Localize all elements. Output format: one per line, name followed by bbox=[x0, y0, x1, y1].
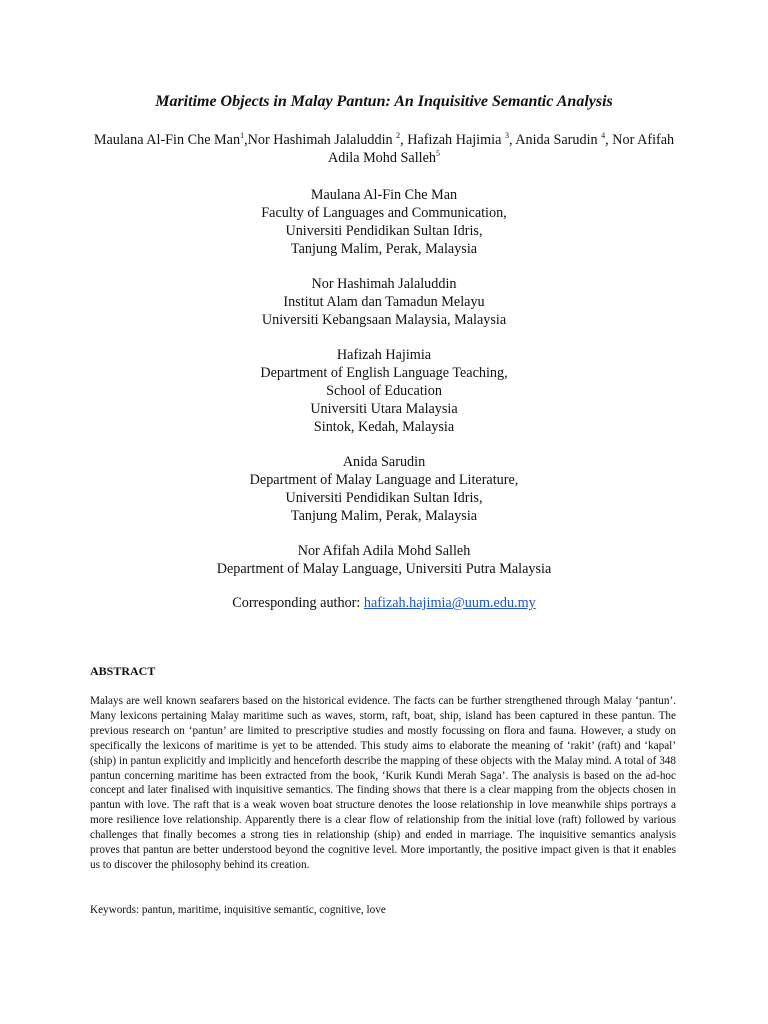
abstract-text: Malays are well known seafarers based on the historical evidence. The facts can be further strengthened through Malay ‘pantun’. Many lexicons pertaining Malay maritime such as waves, storm, raft, boat, ship, island has been captured in these pantun. The previous research on ‘pantun’ are limited to prescriptive studies and mostly focussing on flora and fauna. However, a study on specifically the lexicons of maritime is yet to be attended. This study aims to elaborate the meaning of ‘rakit’ (raft) and ‘kapal’ (ship) in pantun explicitly and implicitly and henceforth describe the mapping of these objects with the Malay mind. A total of 348 pantun concerning maritime has been extracted from the book, ‘Kurik Kundi Merah Saga’. The analysis is based on the ad-hoc concept and later finalised with inquisitive semantics. The finding shows that there is a clear mapping from the objects chosen in pantun with love. The raft that is a weak woven boat structure denotes the loose relationship in love meanwhile ships portrays a more resilience love relationship. Apparently there is a clear flow of relationship from the initial love (raft) followed by various challenges that finally becomes a strong ties in relationship (ship) and ended in marriage. The inquisitive semantics analysis proves that pantun are better understood beyond the cognitive level. More importantly, the positive impact given is that it enables us to discover the philosophy behind its creation. bbox=[90, 695, 676, 871]
affiliation-line: Department of Malay Language, Universiti Putra Malaysia bbox=[216, 561, 552, 577]
affiliation-line: Nor Afifah Adila Mohd Salleh bbox=[297, 543, 471, 559]
author-2: Nor Hashimah Jalaluddin $^2$, bbox=[247, 131, 408, 148]
affiliation-line: Department of Malay Language and Literature, bbox=[249, 472, 519, 488]
abstract-heading: ABSTRACT bbox=[90, 664, 156, 678]
author-5: Nor Afifah Adila Mohd Salleh$^5$ bbox=[328, 132, 675, 166]
affiliation-block-5 bbox=[0, 542, 768, 578]
corresponding-author-email-link[interactable]: hafizah.hajimia@uum.edu.my bbox=[363, 595, 536, 611]
author-4: Anida Sarudin $^4$, bbox=[515, 131, 613, 148]
paper-title: Maritime Objects in Malay Pantun: An Inquisitive Semantic Analysis bbox=[155, 93, 613, 110]
affiliation-line: Tanjung Malim, Perak, Malaysia bbox=[290, 508, 478, 524]
affiliation-line: School of Education bbox=[326, 383, 442, 399]
affiliation-block-4 bbox=[0, 453, 768, 525]
affiliation-line: Nor Hashimah Jalaluddin bbox=[311, 276, 457, 292]
affiliation-line: Hafizah Hajimia bbox=[336, 347, 432, 363]
affiliation-line: Universiti Pendidikan Sultan Idris, bbox=[285, 490, 483, 506]
affiliation-line: Tanjung Malim, Perak, Malaysia bbox=[290, 241, 478, 257]
affiliation-line: Institut Alam dan Tamadun Melayu bbox=[283, 294, 485, 310]
corresponding-author bbox=[0, 595, 768, 612]
affiliation-line: Faculty of Languages and Communication, bbox=[261, 205, 507, 221]
affiliation-line: Sintok, Kedah, Malaysia bbox=[313, 419, 455, 435]
affiliation-block-1 bbox=[0, 186, 768, 258]
affiliation-line: Universiti Utara Malaysia bbox=[310, 401, 458, 417]
corresponding-author-label: Corresponding author: bbox=[232, 595, 364, 611]
author-1: Maulana Al-Fin Che Man$^1$, bbox=[93, 131, 248, 148]
affiliation-block-2 bbox=[0, 275, 768, 329]
keywords: Keywords: pantun, maritime, inquisitive semantic, cognitive, love bbox=[90, 904, 386, 916]
affiliation-line: Maulana Al-Fin Che Man bbox=[310, 187, 458, 203]
affiliation-line: Department of English Language Teaching, bbox=[260, 365, 508, 381]
author-3: Hafizah Hajimia $^3$, bbox=[407, 131, 516, 148]
affiliation-line: Universiti Kebangsaan Malaysia, Malaysia bbox=[261, 312, 507, 328]
affiliation-line: Anida Sarudin bbox=[342, 454, 426, 470]
affiliation-line: Universiti Pendidikan Sultan Idris, bbox=[285, 223, 483, 239]
author-list bbox=[80, 131, 688, 167]
affiliation-block-3 bbox=[0, 346, 768, 436]
